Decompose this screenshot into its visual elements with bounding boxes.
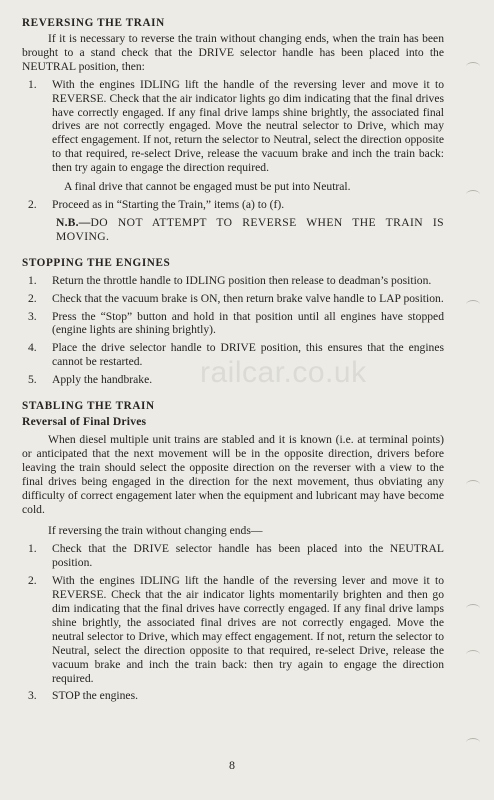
binder-hole-mark [466,62,480,71]
list-item [22,689,444,703]
section-subheading: Reversal of Final Drives [22,415,147,429]
item-number: 3. [28,689,37,703]
list-item [22,292,444,306]
item-text: With the engines IDLING lift the handle of the reversing lever and move it to REVERSE. Check that the air indicator lights momentarily brighten and then go dim indicating that the final drives have correctly engaged. If any final drive lamps shine brightly, the associated final drives are not correctly engaged. Move the neutral selector to Drive, which may effect engagement. If not, return the selector to Neutral, select the direction opposite to that required, re-select Drive, release the vacuum brake and inch the train back: then try again to engage the direction required. [52,574,444,685]
binder-hole-mark [466,190,480,199]
binder-hole-mark [466,738,480,747]
item-text: With the engines IDLING lift the handle of the reversing lever and move it to REVERSE. Check that the air indicator lights go dim indicating that the final drives have correctly engaged. If any final drive lamps shine brightly, the associated final drives are not correctly engaged. Move the neutral selector to Drive, which may effect engagement. If not, return the selector to Neutral, select the direction opposite to that required, re-select Drive, release the vacuum brake and inch the train back: then try again to engage the direction required. [52,77,444,175]
list-item [22,310,444,338]
item-number: 3. [28,309,37,323]
item-text: Place the drive selector handle to DRIVE position, this ensures that the engines cannot be restarted. [52,341,444,369]
list-item [22,574,444,685]
item-text: Apply the handbrake. [52,373,153,387]
item-text: Proceed as in “Starting the Train,” items (a) to (f). [52,197,285,211]
section-heading: STOPPING THE ENGINES [22,256,171,269]
nb-warning [22,216,444,244]
section-reversing-the-train [22,16,444,244]
paragraph: If it is necessary to reverse the train without changing ends, when the train has been brought to a stand check that the DRIVE selector handle has been placed into the NEUTRAL position, then: [22,32,444,73]
item-number: 5. [28,373,37,387]
paragraph: When diesel multiple unit trains are stabled and it is known (i.e. at terminal points) or anticipated that the next movement will be in the opposite direction, drivers before leaving the train should select the opposite direction on the reverser with a view to the final drives being engaged in the direction for the next movement, thus obviating any difficulty of correct engagement later when the equipment and lubricant may have become cold. [22,433,444,516]
item-note: A final drive that cannot be engaged must be put into Neutral. [64,180,351,194]
list-item [22,341,444,369]
section-heading: REVERSING THE TRAIN [22,17,165,29]
item-text: Check that the vacuum brake is ON, then return brake valve handle to LAP position. [52,291,444,305]
list-item [22,373,444,387]
section-stabling-the-train [22,399,444,703]
paragraph: If reversing the train without changing ends— [48,524,263,538]
section-heading: STABLING THE TRAIN [22,400,155,413]
binder-hole-mark [466,300,480,309]
binder-hole-mark [466,650,480,659]
section-stopping-the-engines [22,256,444,387]
nb-label: N.B.— [56,215,91,229]
binder-hole-mark [466,604,480,613]
item-number: 2. [28,291,37,305]
list-item [22,542,444,570]
item-text: Return the throttle handle to IDLING position then release to deadman’s position. [52,273,432,287]
list-item [22,198,444,212]
item-number: 2. [28,574,37,588]
item-number: 2. [28,197,37,211]
item-number: 1. [28,273,37,287]
item-number: 1. [28,542,37,556]
watermark: railcar.co.uk [200,356,367,389]
page-body [22,16,444,703]
item-text: Check that the DRIVE selector handle has been placed into the NEUTRAL position. [52,542,444,570]
nb-text: DO NOT ATTEMPT TO REVERSE WHEN THE TRAIN IS MOVING. [56,215,444,243]
list-item [22,78,444,194]
page-number: 8 [229,758,235,772]
item-number: 4. [28,341,37,355]
binder-hole-mark [466,480,480,489]
item-text: Press the “Stop” button and hold in that position until all engines have stopped (engine lights are shining brightly). [52,309,444,337]
list-item [22,274,444,288]
item-number: 1. [28,77,37,91]
item-text: STOP the engines. [52,689,138,703]
